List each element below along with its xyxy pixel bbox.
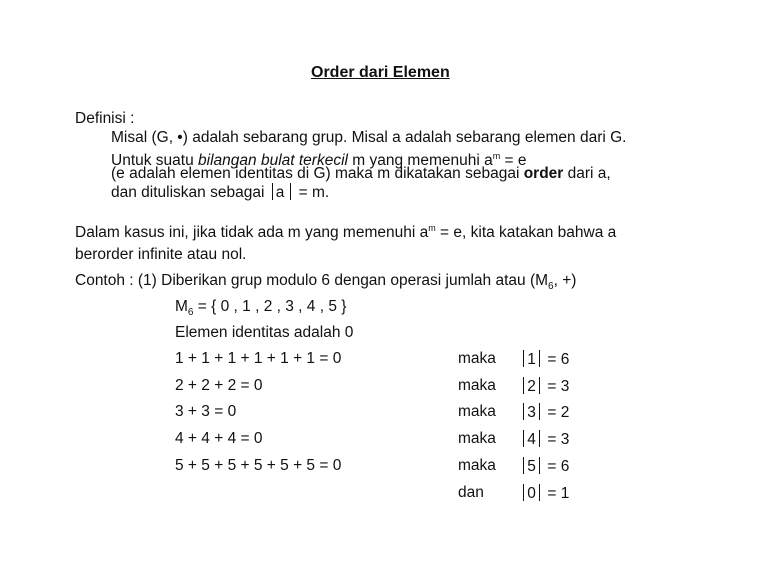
row-4-word: maka [458, 430, 496, 447]
definisi-line-2: Untuk suatu bilangan bulat terkecil m yang memenuhi $a^m = e$ [111, 151, 527, 169]
definisi-label: Definisi : [75, 110, 135, 127]
row-2-word: maka [458, 377, 496, 394]
set-definition: $M_6$ = { 0 , 1 , 2 , 3 , 4 , 5 } [175, 298, 347, 318]
definisi-line-1: Misal (G, •) adalah sebarang grup. Misal a adalah sebarang elemen dari G. [111, 129, 627, 146]
row-1-expr: 1 + 1 + 1 + 1 + 1 + 1 = 0 [175, 350, 342, 367]
page-title: Order dari Elemen [311, 64, 450, 81]
kasus-line-2: berorder infinite atau nol. [75, 246, 247, 263]
emphasis-text: bilangan bulat terkecil [198, 152, 348, 169]
row-3-word: maka [458, 403, 496, 420]
row-6-word: dan [458, 484, 484, 501]
row-5-order: 5 = 6 [520, 457, 569, 476]
row-1-order: 1 = 6 [520, 350, 569, 369]
row-5-expr: 5 + 5 + 5 + 5 + 5 + 5 = 0 [175, 457, 342, 474]
identity-text: Elemen identitas adalah 0 [175, 324, 354, 341]
row-6-order: 0 = 1 [520, 484, 569, 503]
row-2-order: 2 = 3 [520, 377, 569, 396]
row-3-expr: 3 + 3 = 0 [175, 403, 237, 420]
contoh-intro: Contoh : (1) Diberikan grup modulo 6 dengan operasi jumlah atau ($M_6$, +) [75, 272, 577, 292]
row-1-word: maka [458, 350, 496, 367]
order-keyword: order [523, 165, 564, 182]
row-4-order: 4 = 3 [520, 430, 569, 449]
row-4-expr: 4 + 4 + 4 = 0 [175, 430, 263, 447]
row-5-word: maka [458, 457, 496, 474]
row-2-expr: 2 + 2 + 2 = 0 [175, 377, 263, 394]
kasus-line-1: Dalam kasus ini, jika tidak ada m yang memenuhi $a^m = e$, kita katakan bahwa a [75, 223, 617, 241]
definisi-line-4: dan dituliskan sebagai a = m. [111, 184, 330, 201]
definisi-line-3: (e adalah elemen identitas di G) maka m dikatakan sebagai order dari a, [111, 165, 611, 182]
row-3-order: 3 = 2 [520, 403, 569, 422]
